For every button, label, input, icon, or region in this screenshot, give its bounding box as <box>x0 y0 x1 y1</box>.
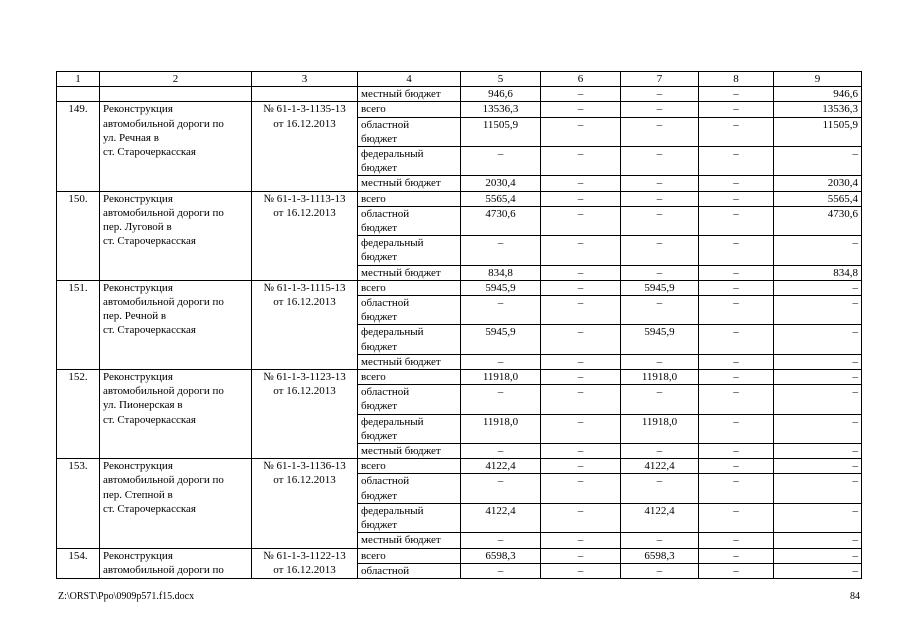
object-name <box>100 280 252 369</box>
value-cell: – <box>774 414 862 443</box>
value-cell: 4122,4 <box>461 503 541 532</box>
value-cell: 11918,0 <box>461 370 541 385</box>
header-cell: 1 <box>57 72 100 87</box>
value-cell: – <box>541 147 621 176</box>
value-cell: – <box>699 354 774 369</box>
value-cell: – <box>621 265 699 280</box>
value-cell: 4122,4 <box>621 459 699 474</box>
value-cell: – <box>541 176 621 191</box>
funding-type <box>358 533 461 548</box>
object-name-line: ул. Речная в <box>103 131 159 144</box>
value-cell: – <box>699 191 774 206</box>
funding-type-line: бюджет <box>361 429 397 442</box>
value-cell: – <box>541 236 621 265</box>
value-cell: – <box>541 296 621 325</box>
object-name-line: Реконструкция <box>103 460 173 473</box>
funding-type-line: бюджет <box>361 162 397 175</box>
funding-type <box>358 102 461 117</box>
funding-type <box>358 296 461 325</box>
value-cell: – <box>541 444 621 459</box>
value-cell: 834,8 <box>774 265 862 280</box>
value-cell: – <box>621 206 699 235</box>
funding-type-line: федеральный <box>361 237 424 250</box>
funding-type <box>358 236 461 265</box>
value-cell: – <box>621 354 699 369</box>
value-cell: – <box>621 147 699 176</box>
value-cell: – <box>699 563 774 578</box>
document-number: № 61-1-3-1113-13 <box>263 192 346 205</box>
funding-type-line: федеральный <box>361 504 424 517</box>
object-name-line: автомобильной дороги по <box>103 563 224 576</box>
document-date: от 16.12.2013 <box>273 385 336 398</box>
entry-number: 153. <box>57 459 100 548</box>
object-name-line: автомобильной дороги по <box>103 296 224 309</box>
value-cell: – <box>621 176 699 191</box>
value-cell: – <box>541 533 621 548</box>
funding-type <box>358 354 461 369</box>
value-cell: – <box>774 444 862 459</box>
expertise-document <box>252 370 358 459</box>
object-name-line: пер. Степной в <box>103 488 173 501</box>
value-cell: – <box>621 563 699 578</box>
carry-over-row <box>57 87 862 102</box>
funding-type-line: местный бюджет <box>361 445 441 458</box>
document-number: № 61-1-3-1135-13 <box>263 103 346 116</box>
funding-type-line: местный бюджет <box>361 266 441 279</box>
value-cell: 4730,6 <box>461 206 541 235</box>
value-cell: – <box>461 354 541 369</box>
funding-type-line: областной <box>361 118 410 131</box>
object-name-line: ул. Пионерская в <box>103 399 183 412</box>
value-cell: 5565,4 <box>461 191 541 206</box>
header-cell: 8 <box>699 72 774 87</box>
funding-type-line: всего <box>361 103 386 116</box>
object-name-line: пер. Речной в <box>103 310 167 323</box>
value-cell: 4122,4 <box>461 459 541 474</box>
value-cell: 5565,4 <box>774 191 862 206</box>
funding-type <box>358 414 461 443</box>
value-cell: – <box>541 563 621 578</box>
value-cell: – <box>699 533 774 548</box>
header-cell: 7 <box>621 72 699 87</box>
value-cell: – <box>541 385 621 414</box>
value-cell: – <box>541 414 621 443</box>
value-cell: 5945,9 <box>461 325 541 354</box>
funding-type-line: областной <box>361 564 410 577</box>
table-row <box>57 548 862 563</box>
table-row <box>57 191 862 206</box>
value-cell: – <box>541 206 621 235</box>
funding-type <box>358 444 461 459</box>
object-name <box>100 548 252 578</box>
funding-type-line: бюджет <box>361 489 397 502</box>
funding-type-line: всего <box>361 460 386 473</box>
funding-type <box>358 265 461 280</box>
value-cell: 11918,0 <box>621 414 699 443</box>
document-date: от 16.12.2013 <box>273 296 336 309</box>
value-cell: – <box>699 548 774 563</box>
funding-type: местный бюджет <box>358 87 461 102</box>
expertise-document <box>252 102 358 191</box>
object-name-line: Реконструкция <box>103 549 173 562</box>
funding-type-line: всего <box>361 371 386 384</box>
value-cell: – <box>774 563 862 578</box>
document-date: от 16.12.2013 <box>273 563 336 576</box>
table-row <box>57 370 862 385</box>
expertise-document <box>252 280 358 369</box>
value-cell: – <box>699 459 774 474</box>
document-date: от 16.12.2013 <box>273 474 336 487</box>
funding-type <box>358 563 461 578</box>
value-cell: – <box>699 206 774 235</box>
value-cell: – <box>699 385 774 414</box>
funding-type-line: бюджет <box>361 132 397 145</box>
value-cell: – <box>699 280 774 295</box>
value-cell: – <box>541 191 621 206</box>
funding-type <box>358 191 461 206</box>
value-cell: 946,6 <box>774 87 862 102</box>
value-cell: – <box>621 191 699 206</box>
budget-table <box>56 71 862 579</box>
value-cell: – <box>461 563 541 578</box>
document-date: от 16.12.2013 <box>273 117 336 130</box>
object-name-line: Реконструкция <box>103 371 173 384</box>
entry-number: 151. <box>57 280 100 369</box>
object-name-line: ст. Старочеркасская <box>103 146 196 159</box>
object-name-line: ст. Старочеркасская <box>103 324 196 337</box>
value-cell: – <box>774 280 862 295</box>
header-cell: 5 <box>461 72 541 87</box>
funding-type <box>358 325 461 354</box>
value-cell: – <box>541 459 621 474</box>
value-cell: – <box>541 474 621 503</box>
funding-type-line: областной <box>361 386 410 399</box>
value-cell: – <box>699 176 774 191</box>
object-name-line: автомобильной дороги по <box>103 474 224 487</box>
funding-type <box>358 280 461 295</box>
value-cell: – <box>774 296 862 325</box>
value-cell: 4122,4 <box>621 503 699 532</box>
value-cell: – <box>699 117 774 146</box>
object-name-line: ст. Старочеркасская <box>103 413 196 426</box>
document-number: № 61-1-3-1122-13 <box>263 549 346 562</box>
value-cell: – <box>699 296 774 325</box>
value-cell: – <box>621 117 699 146</box>
value-cell: – <box>621 236 699 265</box>
value-cell: – <box>621 474 699 503</box>
empty-cell <box>57 87 100 102</box>
funding-type <box>358 474 461 503</box>
object-name <box>100 102 252 191</box>
entry-number: 154. <box>57 548 100 578</box>
value-cell: – <box>774 370 862 385</box>
header-cell: 9 <box>774 72 862 87</box>
value-cell: – <box>461 296 541 325</box>
funding-type-line: областной <box>361 207 410 220</box>
value-cell: 11505,9 <box>461 117 541 146</box>
value-cell: 834,8 <box>461 265 541 280</box>
empty-cell <box>252 87 358 102</box>
entry-number: 152. <box>57 370 100 459</box>
funding-type-line: бюджет <box>361 311 397 324</box>
value-cell: – <box>461 533 541 548</box>
object-name-line: автомобильной дороги по <box>103 117 224 130</box>
funding-type-line: областной <box>361 475 410 488</box>
value-cell: – <box>621 385 699 414</box>
value-cell: – <box>541 354 621 369</box>
value-cell: – <box>699 325 774 354</box>
table-row <box>57 459 862 474</box>
document-date: от 16.12.2013 <box>273 206 336 219</box>
value-cell: 6598,3 <box>621 548 699 563</box>
value-cell: – <box>541 265 621 280</box>
value-cell: – <box>774 354 862 369</box>
value-cell: 5945,9 <box>461 280 541 295</box>
object-name-line: ст. Старочеркасская <box>103 502 196 515</box>
expertise-document <box>252 459 358 548</box>
value-cell: 5945,9 <box>621 325 699 354</box>
funding-type-line: бюджет <box>361 400 397 413</box>
funding-type <box>358 548 461 563</box>
header-cell: 3 <box>252 72 358 87</box>
value-cell: 13536,3 <box>461 102 541 117</box>
table-row <box>57 280 862 295</box>
value-cell: – <box>461 147 541 176</box>
value-cell: 946,6 <box>461 87 541 102</box>
value-cell: – <box>541 325 621 354</box>
value-cell: – <box>699 87 774 102</box>
entry-number: 149. <box>57 102 100 191</box>
funding-type-line: всего <box>361 549 386 562</box>
value-cell: – <box>699 370 774 385</box>
document-number: № 61-1-3-1123-13 <box>263 371 346 384</box>
value-cell: – <box>621 296 699 325</box>
funding-type <box>358 176 461 191</box>
funding-type-line: местный бюджет <box>361 355 441 368</box>
funding-type <box>358 370 461 385</box>
funding-type <box>358 385 461 414</box>
value-cell: 11918,0 <box>621 370 699 385</box>
value-cell: – <box>774 385 862 414</box>
value-cell: – <box>699 102 774 117</box>
funding-type <box>358 459 461 474</box>
object-name <box>100 191 252 280</box>
value-cell: – <box>699 236 774 265</box>
value-cell: 11505,9 <box>774 117 862 146</box>
value-cell: – <box>461 444 541 459</box>
value-cell: – <box>699 147 774 176</box>
funding-type-line: бюджет <box>361 222 397 235</box>
value-cell: 13536,3 <box>774 102 862 117</box>
funding-type-line: всего <box>361 192 386 205</box>
document-number: № 61-1-3-1115-13 <box>263 281 346 294</box>
value-cell: – <box>699 265 774 280</box>
header-cell: 4 <box>358 72 461 87</box>
funding-type-line: федеральный <box>361 326 424 339</box>
value-cell: – <box>541 102 621 117</box>
funding-type-line: областной <box>361 297 410 310</box>
value-cell: – <box>774 325 862 354</box>
value-cell: – <box>621 444 699 459</box>
expertise-document <box>252 191 358 280</box>
value-cell: – <box>699 444 774 459</box>
expertise-document <box>252 548 358 578</box>
object-name-line: Реконструкция <box>103 192 173 205</box>
value-cell: 2030,4 <box>461 176 541 191</box>
funding-type-line: бюджет <box>361 340 397 353</box>
document-number: № 61-1-3-1136-13 <box>263 460 346 473</box>
value-cell: 6598,3 <box>461 548 541 563</box>
value-cell: – <box>621 87 699 102</box>
object-name <box>100 459 252 548</box>
funding-type-line: бюджет <box>361 251 397 264</box>
value-cell: – <box>541 548 621 563</box>
value-cell: – <box>774 459 862 474</box>
footer-page-number: 84 <box>850 591 860 602</box>
value-cell: – <box>774 474 862 503</box>
value-cell: – <box>541 280 621 295</box>
object-name-line: автомобильной дороги по <box>103 385 224 398</box>
value-cell: – <box>541 87 621 102</box>
value-cell: – <box>461 474 541 503</box>
funding-type <box>358 117 461 146</box>
value-cell: – <box>699 503 774 532</box>
funding-type-line: бюджет <box>361 519 397 532</box>
value-cell: – <box>621 102 699 117</box>
value-cell: – <box>541 117 621 146</box>
funding-type <box>358 206 461 235</box>
value-cell: – <box>774 147 862 176</box>
funding-type-line: федеральный <box>361 148 424 161</box>
funding-type-line: местный бюджет <box>361 177 441 190</box>
object-name-line: ст. Старочеркасская <box>103 235 196 248</box>
funding-type <box>358 147 461 176</box>
value-cell: 11918,0 <box>461 414 541 443</box>
value-cell: – <box>541 503 621 532</box>
header-row <box>57 72 862 87</box>
value-cell: – <box>699 414 774 443</box>
object-name-line: Реконструкция <box>103 103 173 116</box>
value-cell: – <box>461 385 541 414</box>
value-cell: – <box>699 474 774 503</box>
object-name-line: автомобильной дороги по <box>103 206 224 219</box>
object-name <box>100 370 252 459</box>
funding-type <box>358 503 461 532</box>
value-cell: 5945,9 <box>621 280 699 295</box>
value-cell: – <box>774 548 862 563</box>
empty-cell <box>100 87 252 102</box>
value-cell: 4730,6 <box>774 206 862 235</box>
table-row <box>57 102 862 117</box>
value-cell: – <box>774 533 862 548</box>
value-cell: – <box>621 533 699 548</box>
entry-number: 150. <box>57 191 100 280</box>
value-cell: – <box>774 503 862 532</box>
funding-type-line: местный бюджет <box>361 534 441 547</box>
object-name-line: Реконструкция <box>103 281 173 294</box>
value-cell: – <box>774 236 862 265</box>
footer-file-path: Z:\ORST\Ppo\0909p571.f15.docx <box>58 591 195 602</box>
value-cell: 2030,4 <box>774 176 862 191</box>
header-cell: 2 <box>100 72 252 87</box>
funding-type-line: федеральный <box>361 415 424 428</box>
value-cell: – <box>461 236 541 265</box>
funding-type-line: всего <box>361 281 386 294</box>
object-name-line: пер. Луговой в <box>103 221 172 234</box>
value-cell: – <box>541 370 621 385</box>
header-cell: 6 <box>541 72 621 87</box>
